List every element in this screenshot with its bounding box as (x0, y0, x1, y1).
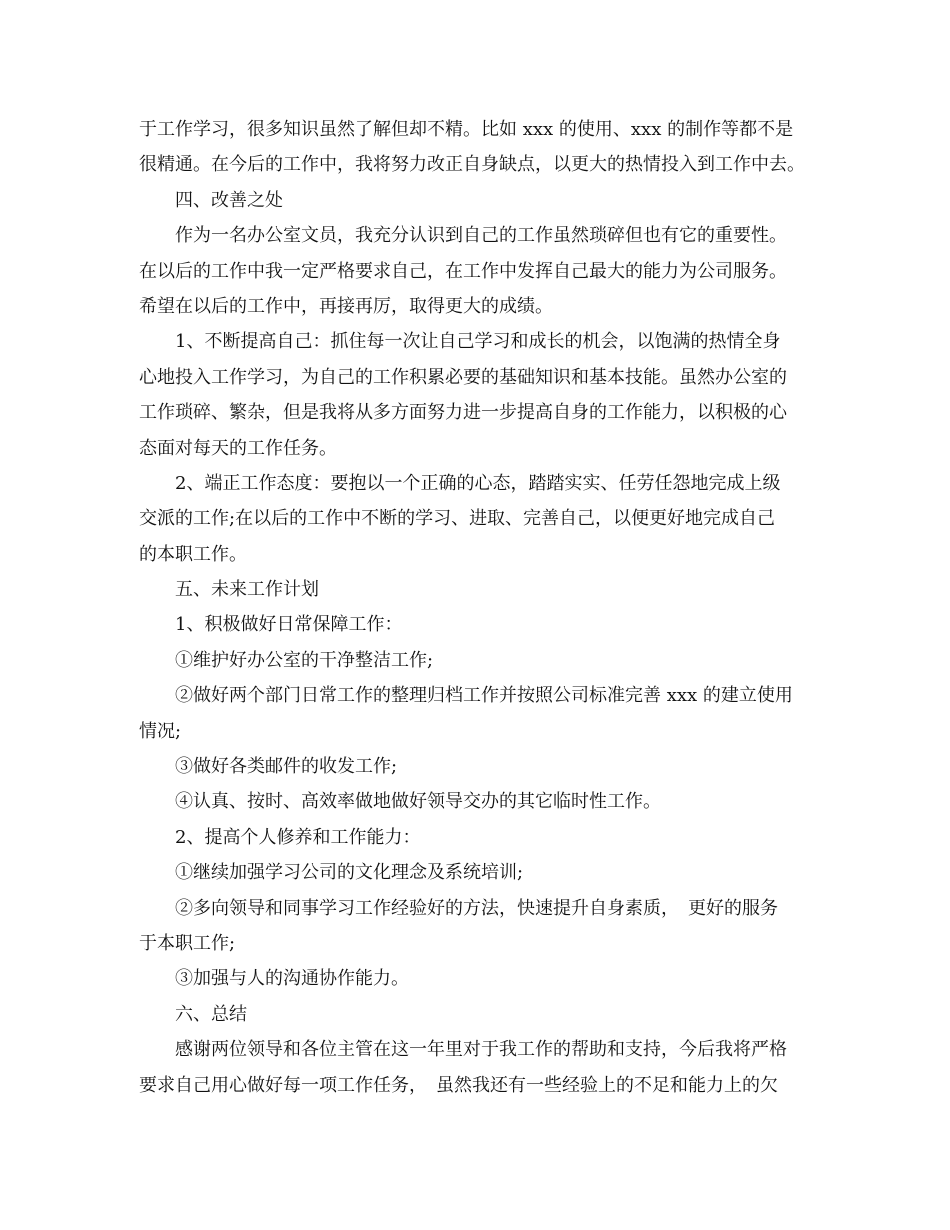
list-item: ①继续加强学习公司的文化理念及系统培训; (175, 862, 524, 884)
text-line: 态面对每天的工作任务。 (139, 437, 337, 459)
text-line: 希望在以后的工作中，再接再厉，取得更大的成绩。 (139, 295, 553, 317)
text-line: 在以后的工作中我一定严格要求自己，在工作中发挥自己最大的能力为公司服务。 (139, 260, 787, 282)
text-line: 于工作学习，很多知识虽然了解但却不精。比如 xxx 的使用、xxx 的制作等都不是 (139, 119, 794, 140)
text-line: 要求自己用心做好每一项工作任务， 虽然我还有一些经验上的不足和能力上的欠 (139, 1074, 778, 1096)
section-heading: 五、未来工作计划 (175, 579, 319, 601)
text-line: 很精通。在今后的工作中，我将努力改正自身缺点，以更大的热情投入到工作中去。 (139, 154, 805, 176)
text-line: 1、不断提高自己：抓住每一次让自己学习和成长的机会，以饱满的热情全身 (175, 331, 781, 353)
text-line: 于本职工作; (139, 932, 236, 954)
text-line: 的本职工作。 (139, 543, 247, 565)
text-line: 心地投入工作学习，为自己的工作积累必要的基础知识和基本技能。虽然办公室的 (139, 366, 787, 388)
text-line: 交派的工作;在以后的工作中不断的学习、进取、完善自己，以便更好地完成自己 (139, 508, 776, 530)
text-line: 作为一名办公室文员，我充分认识到自己的工作虽然琐碎但也有它的重要性。 (175, 225, 787, 247)
list-item: ④认真、按时、高效率做地做好领导交办的其它临时性工作。 (175, 791, 661, 813)
text-line: 2、端正工作态度：要抱以一个正确的心态，踏踏实实、任劳任怨地完成上级 (175, 472, 781, 494)
list-item: ②做好两个部门日常工作的整理归档工作并按照公司标准完善 xxx 的建立使用 (175, 685, 793, 707)
document-body (139, 112, 829, 1103)
text-line: 1、积极做好日常保障工作： (175, 614, 403, 636)
list-item: ③加强与人的沟通协作能力。 (175, 968, 409, 990)
section-heading: 四、改善之处 (175, 189, 283, 211)
text-line: 2、提高个人修养和工作能力： (175, 826, 421, 848)
section-heading: 六、总结 (175, 1003, 247, 1025)
text-line: 感谢两位领导和各位主管在这一年里对于我工作的帮助和支持，今后我将严格 (175, 1039, 787, 1061)
text-line: 情况; (139, 720, 182, 742)
list-item: ①维护好办公室的干净整洁工作; (175, 649, 434, 671)
list-item: ③做好各类邮件的收发工作; (175, 756, 398, 778)
text-line: 工作琐碎、繁杂，但是我将从多方面努力进一步提高自身的工作能力，以积极的心 (139, 402, 787, 424)
list-item: ②多向领导和同事学习工作经验好的方法，快速提升自身素质， 更好的服务 (175, 897, 778, 919)
